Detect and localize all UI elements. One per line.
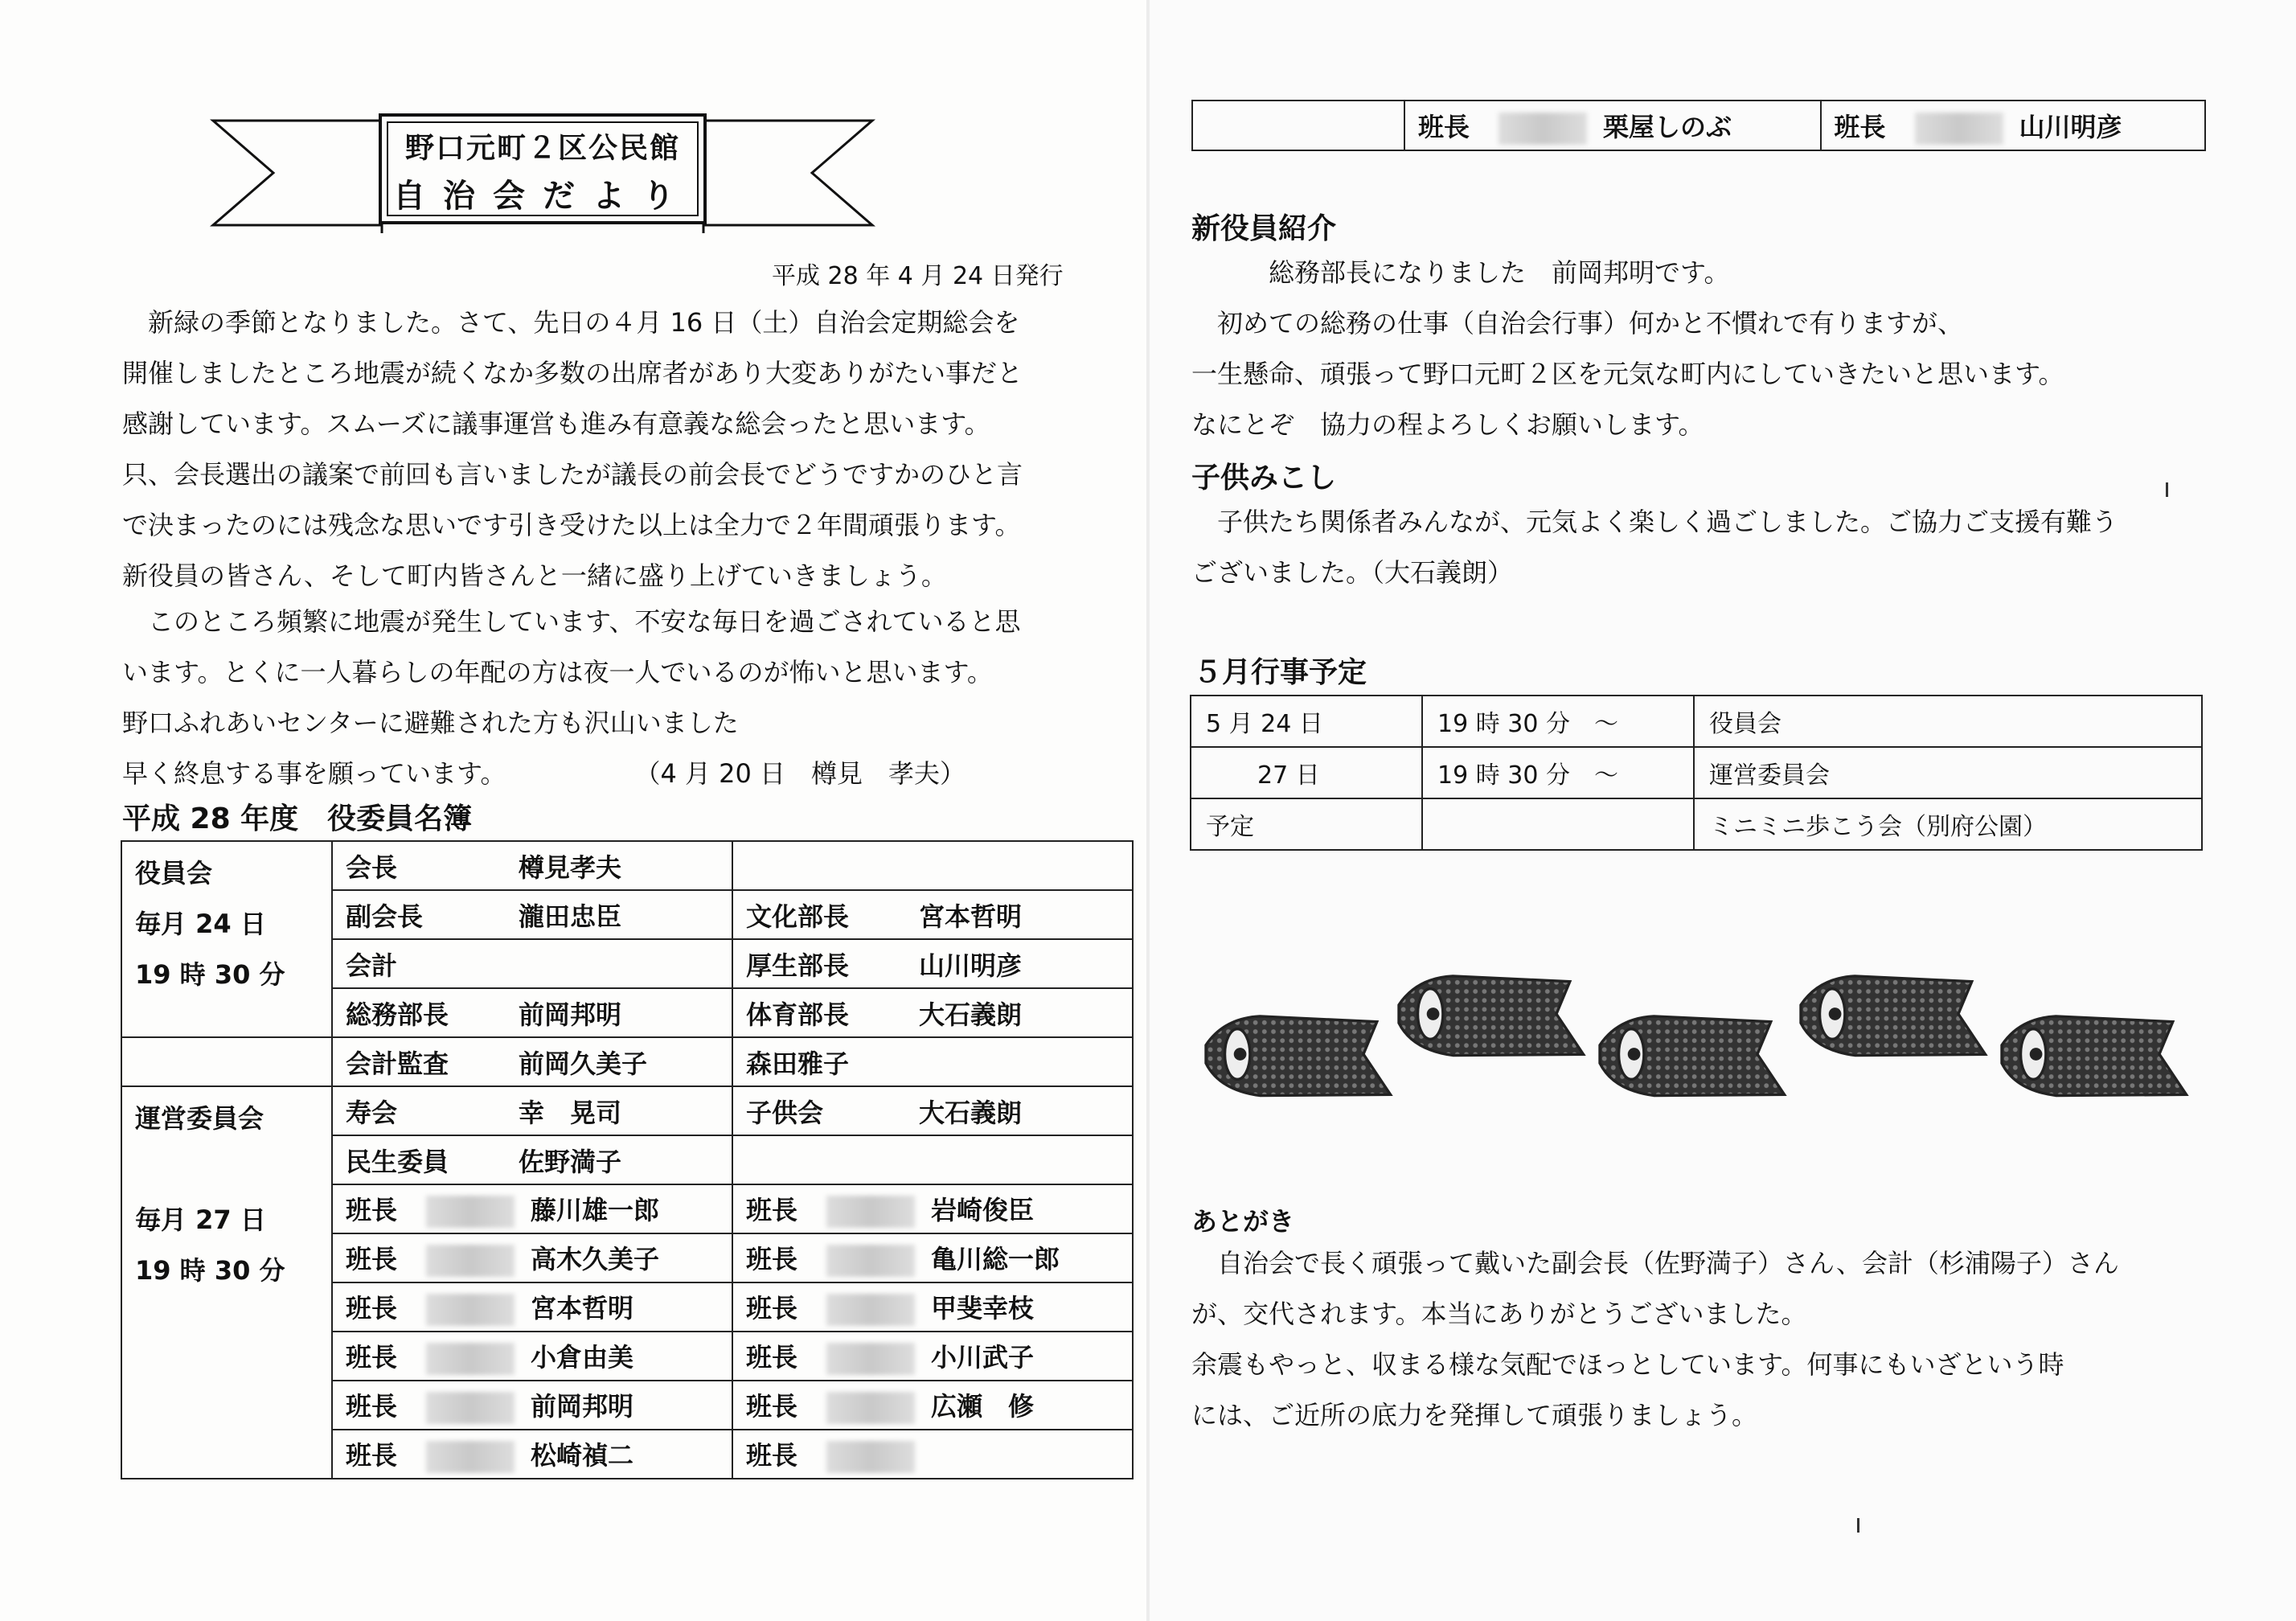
redacted-block: [826, 1196, 915, 1228]
kids-text: 子供たち関係者みんなが、元気よく楽しく過ごしました。ご協力ご支援有難う ございました。（大石義朗）: [1191, 507, 2118, 588]
redacted-block: [426, 1392, 515, 1424]
roster-cell: 文化部長 宮本哲明: [732, 890, 1133, 939]
chief-cell: 班長 岩崎俊臣: [732, 1184, 1133, 1233]
roster-cell: [732, 841, 1133, 890]
roster-cell: 民生委員 佐野満子: [332, 1135, 732, 1184]
group-time: 19 時 30 分: [135, 959, 285, 990]
event-row: 27 日 19 時 30 分 ～ 運営委員会: [1191, 747, 2202, 798]
roster-cell: 副会長 瀧田忠臣: [332, 890, 732, 939]
roster-cell: 子供会 大石義朗: [732, 1086, 1133, 1135]
page-fold: [1146, 0, 1150, 1621]
chief-cell: 班長 亀川総一郎: [732, 1233, 1133, 1282]
redacted-block: [826, 1343, 915, 1375]
redacted-block: [826, 1294, 915, 1326]
chief-cell: 班長 甲斐幸枝: [732, 1282, 1133, 1332]
chief-cell: 班長 藤川雄一郎: [332, 1184, 732, 1233]
scan-mark: [2166, 482, 2168, 497]
chief-cell: 班長: [732, 1430, 1133, 1479]
roster-table: [121, 840, 1134, 1479]
redacted-block: [426, 1245, 515, 1277]
carp-icon: [1801, 976, 1986, 1056]
chief-cell: 班長 広瀬 修: [732, 1381, 1133, 1430]
kids-heading: 子供みこし: [1191, 462, 1337, 495]
carp-icon: [2002, 1016, 2187, 1096]
roster-cell: 寿会 幸 晃司: [332, 1086, 732, 1135]
chief-cell: 班長 高木久美子: [332, 1233, 732, 1282]
afterword-text: 自治会で長く頑張って戴いた副会長（佐野満子）さん、会計（杉浦陽子）さん が、交代されます。本当にありがとうございました。 余震もやっと、収まる様な気配でほっとしています。何事にもいざという時 には、ご近所の底力を発揮して頑張りましょう。: [1191, 1248, 2119, 1430]
banner-org-name: 野口元町２区公民館: [404, 132, 680, 165]
roster-cell: 会長 樽見孝夫: [332, 841, 732, 890]
scan-mark: [1857, 1518, 1859, 1533]
group-day: 毎月 24 日: [135, 909, 266, 939]
continued-chiefs-table: [1191, 100, 2206, 151]
officers-group-cell: [121, 841, 332, 1037]
roster-cell: 厚生部長 山川明彦: [732, 939, 1133, 988]
chief-cell: 班長 小川武子: [732, 1332, 1133, 1381]
group-time: 19 時 30 分: [135, 1255, 285, 1286]
chief-cell: 班長 宮本哲明: [332, 1282, 732, 1332]
new-officer-text: 総務部長になりました 前岡邦明です。 初めての総務の仕事（自治会行事）何かと不慣れで有りますが、 一生懸命、頑張って野口元町２区を元気な町内にしていきたいと思います。 なにとぞ 協力の程よろしくお願いします。: [1191, 257, 2064, 440]
issue-date: 平成 28 年 4 月 24 日発行: [772, 262, 1064, 290]
redacted-block: [826, 1245, 915, 1277]
redacted-block: [426, 1441, 515, 1473]
group-day: 毎月 27 日: [135, 1204, 266, 1235]
roster-title: 平成 28 年度 役委員名簿: [122, 802, 473, 835]
roster-cell: 会計: [332, 939, 732, 988]
redacted-block: [426, 1294, 515, 1326]
redacted-block: [1499, 113, 1587, 145]
carp-streamers-illustration: [1198, 957, 2203, 1142]
events-heading: ５月行事予定: [1193, 656, 1367, 689]
carp-icon: [1206, 1016, 1391, 1096]
chiefs-empty-cell: [1192, 101, 1404, 150]
redacted-block: [826, 1392, 915, 1424]
event-row: 5 月 24 日 19 時 30 分 ～ 役員会: [1191, 696, 2202, 747]
roster-empty-cell: [121, 1037, 332, 1086]
afterword-heading: あとがき: [1191, 1206, 1295, 1237]
chief-cell: 班長 山川明彦: [1821, 101, 2205, 150]
carp-icon: [1600, 1016, 1785, 1096]
group-name: 役員会: [135, 858, 213, 888]
chief-cell: 班長 前岡邦明: [332, 1381, 732, 1430]
event-row: 予定 ミニミニ歩こう会（別府公園）: [1191, 798, 2202, 850]
committee-group-cell: [121, 1086, 332, 1479]
roster-cell: [732, 1135, 1133, 1184]
redacted-block: [426, 1343, 515, 1375]
group-name: 運営委員会: [135, 1103, 264, 1134]
banner-title-box: [378, 113, 707, 225]
roster-cell: 森田雅子: [732, 1037, 1133, 1086]
roster-cell: 会計監査 前岡久美子: [332, 1037, 732, 1086]
chief-cell: 班長 小倉由美: [332, 1332, 732, 1381]
greeting-paragraph-2: このところ頻繁に地震が発生しています、不安な毎日を過ごされていると思 います。とくに一人暮らしの年配の方は夜一人でいるのが怖いと思います。 野口ふれあいセンターに避難された方も沢山いました 早く終息する事を願っています。 （4 月 20 日 樽見 孝夫）: [122, 606, 1021, 789]
greeting-paragraph-1: 新緑の季節となりました。さて、先日の４月 16 日（土）自治会定期総会を 開催しましたところ地震が続くなか多数の出席者があり大変ありがたい事だと 感謝しています。スムーズに議事運営も進み有意義な総会ったと思います。 只、会長選出の議案で前回も言いましたが議長の前会長でどうですかのひと言 で決まったのには残念な思いです引き受けた以上は全力で２年間頑張ります。 新役員の皆さん、そして町内皆さんと一緒に盛り上げていきましょう。: [122, 307, 1023, 591]
events-table: [1190, 695, 2203, 851]
new-officer-heading: 新役員紹介: [1191, 212, 1337, 245]
redacted-block: [826, 1441, 915, 1473]
roster-cell: 体育部長 大石義朗: [732, 988, 1133, 1037]
redacted-block: [426, 1196, 515, 1228]
roster-cell: 総務部長 前岡邦明: [332, 988, 732, 1037]
carp-icon: [1399, 976, 1584, 1056]
chief-cell: 班長 松崎禎二: [332, 1430, 732, 1479]
redacted-block: [1915, 113, 2003, 145]
banner-newsletter-title: 自治会だより: [393, 178, 692, 215]
chief-cell: 班長 栗屋しのぶ: [1404, 101, 1821, 150]
